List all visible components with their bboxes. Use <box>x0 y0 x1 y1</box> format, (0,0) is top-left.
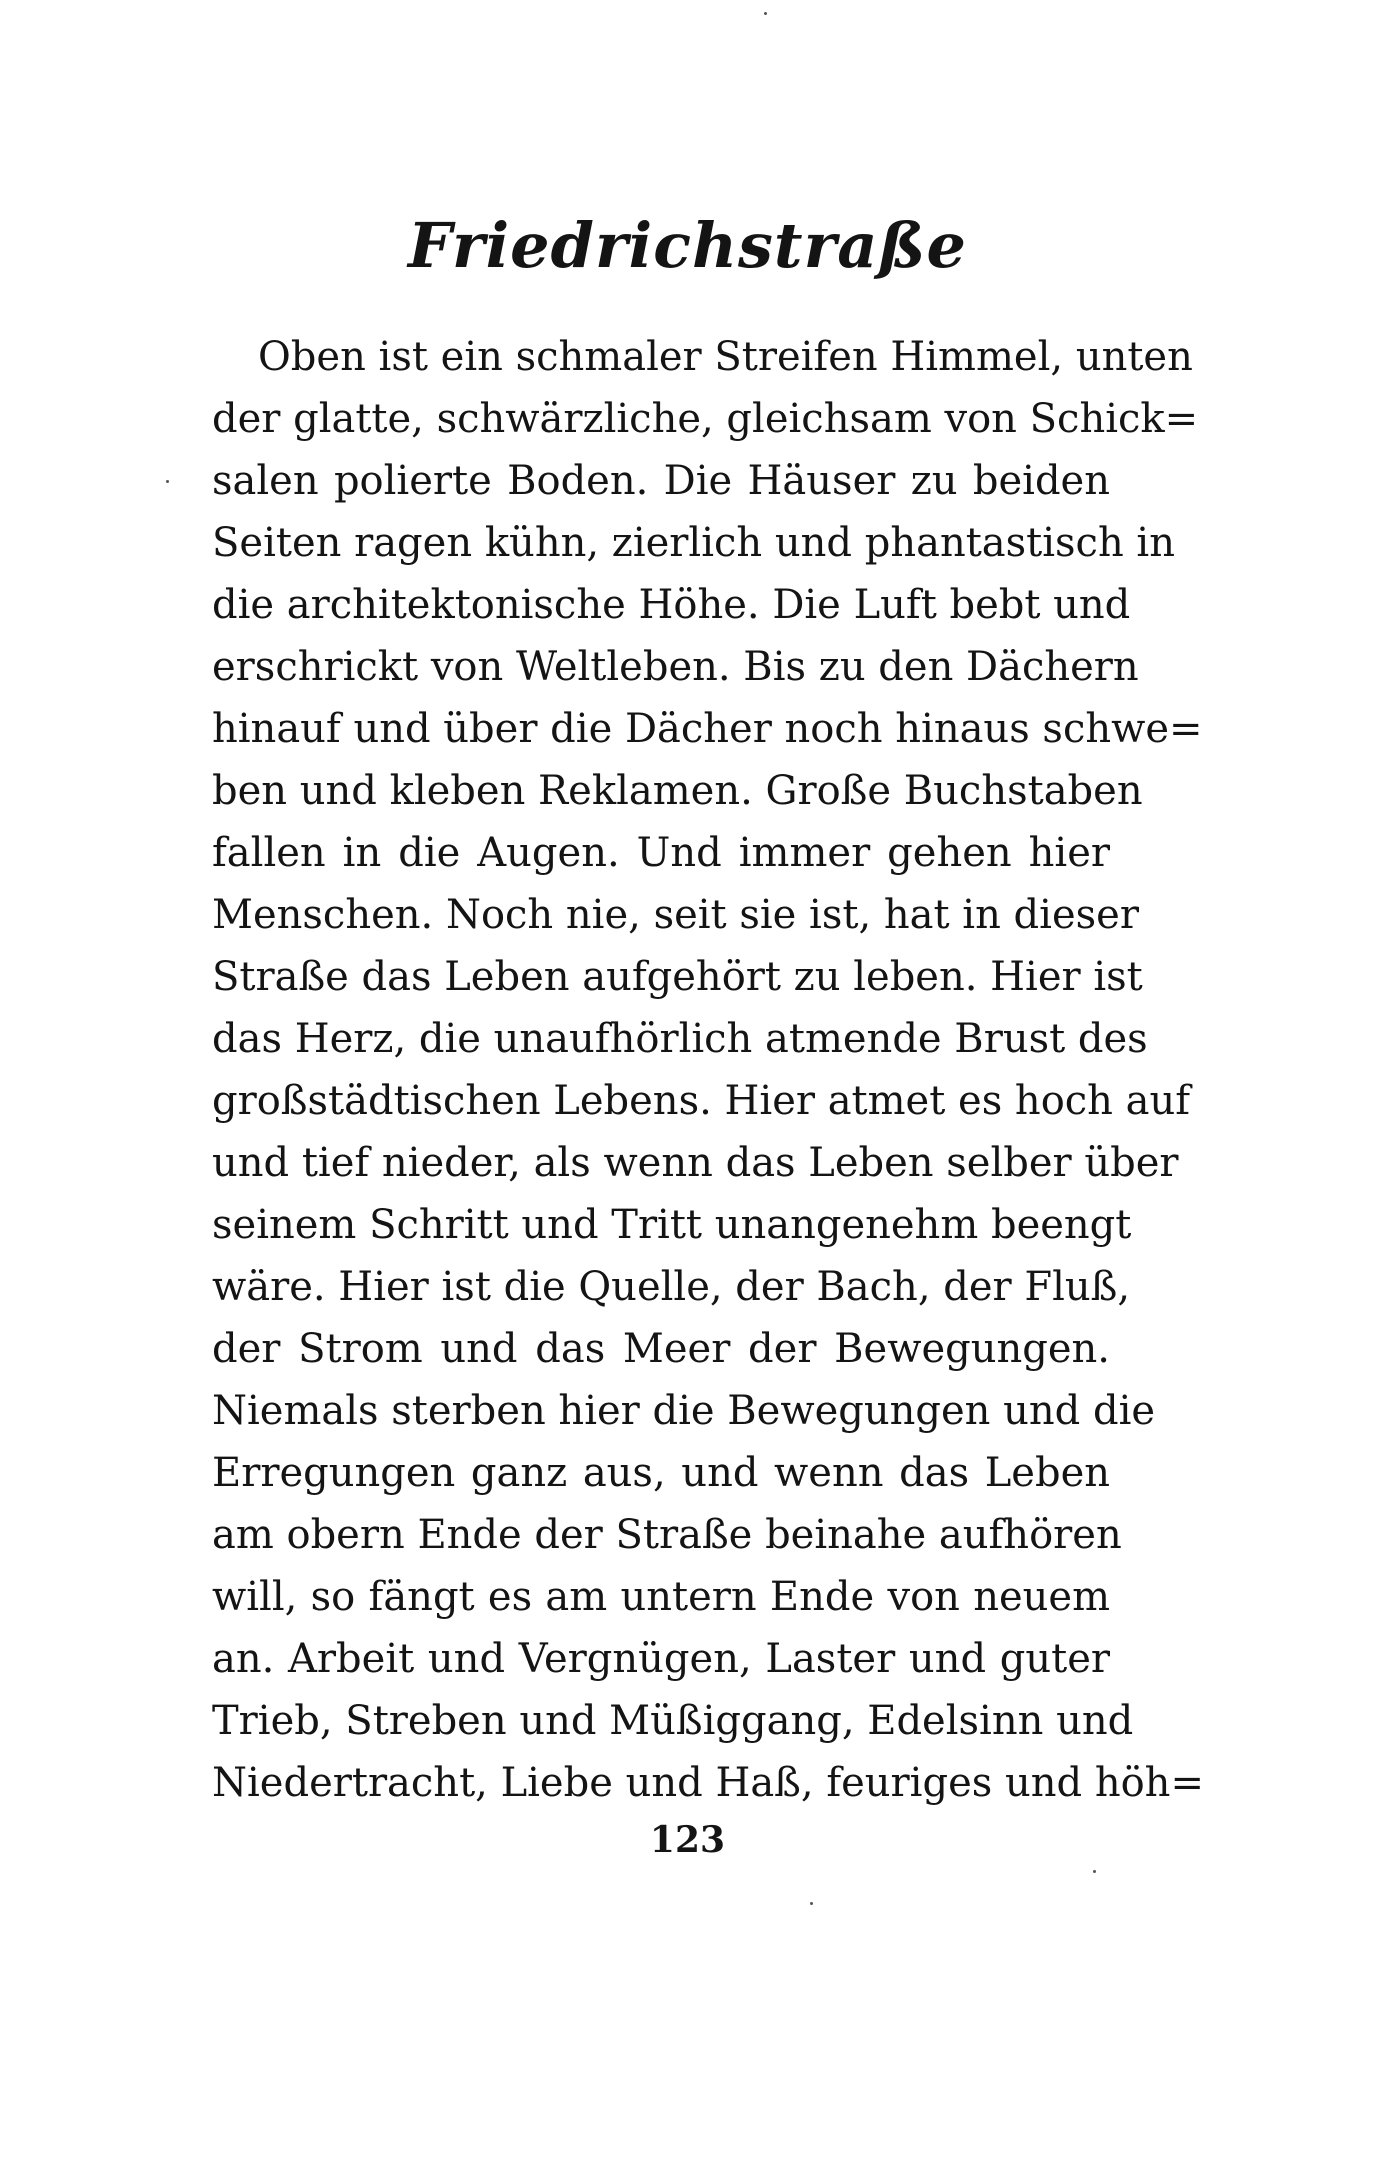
chapter-title: Friedrichstraße <box>408 209 967 282</box>
text-line: salen polierte Boden. Die Häuser zu beiden <box>212 458 1110 504</box>
text-line: ben und kleben Reklamen. Große Buchstaben <box>212 768 1143 814</box>
scan-speck <box>1093 1870 1096 1873</box>
text-line: das Herz, die unaufhörlich atmende Brust des <box>212 1016 1148 1062</box>
text-line: will, so fängt es am untern Ende von neuem <box>212 1574 1110 1620</box>
text-line: Menschen. Noch nie, seit sie ist, hat in dieser <box>212 892 1139 938</box>
text-line: erschrickt von Weltleben. Bis zu den Dächern <box>212 644 1139 690</box>
text-line: großstädtischen Lebens. Hier atmet es hoch auf <box>212 1078 1191 1124</box>
text-line: Niedertracht, Liebe und Haß, feuriges und höh= <box>212 1760 1204 1806</box>
scan-speck <box>810 1902 813 1905</box>
scan-speck <box>764 12 767 15</box>
scan-speck <box>166 480 169 483</box>
text-line: hinauf und über die Dächer noch hinaus schwe= <box>212 706 1203 752</box>
text-line: der glatte, schwärzliche, gleichsam von Schick= <box>212 396 1199 442</box>
text-line: und tief nieder, als wenn das Leben selber über <box>212 1140 1179 1186</box>
text-line: Straße das Leben aufgehört zu leben. Hier ist <box>212 954 1143 1000</box>
text-line: Seiten ragen kühn, zierlich und phantastisch in <box>212 520 1175 566</box>
page-number: 123 <box>649 1819 726 1861</box>
text-line: an. Arbeit und Vergnügen, Laster und guter <box>212 1636 1110 1682</box>
text-line: fallen in die Augen. Und immer gehen hier <box>212 830 1110 876</box>
text-line: Erregungen ganz aus, und wenn das Leben <box>212 1450 1110 1496</box>
text-line: seinem Schritt und Tritt unangenehm beengt <box>212 1202 1132 1248</box>
text-line: Niemals sterben hier die Bewegungen und die <box>212 1388 1156 1434</box>
text-line: am obern Ende der Straße beinahe aufhören <box>212 1512 1122 1558</box>
text-line: Oben ist ein schmaler Streifen Himmel, unten <box>258 334 1193 380</box>
text-line: wäre. Hier ist die Quelle, der Bach, der Fluß, <box>212 1264 1131 1310</box>
body-paragraph <box>212 326 1204 1814</box>
text-line: der Strom und das Meer der Bewegungen. <box>212 1326 1110 1372</box>
text-line: die architektonische Höhe. Die Luft bebt und <box>212 582 1131 628</box>
text-line: Trieb, Streben und Müßiggang, Edelsinn und <box>212 1698 1134 1744</box>
